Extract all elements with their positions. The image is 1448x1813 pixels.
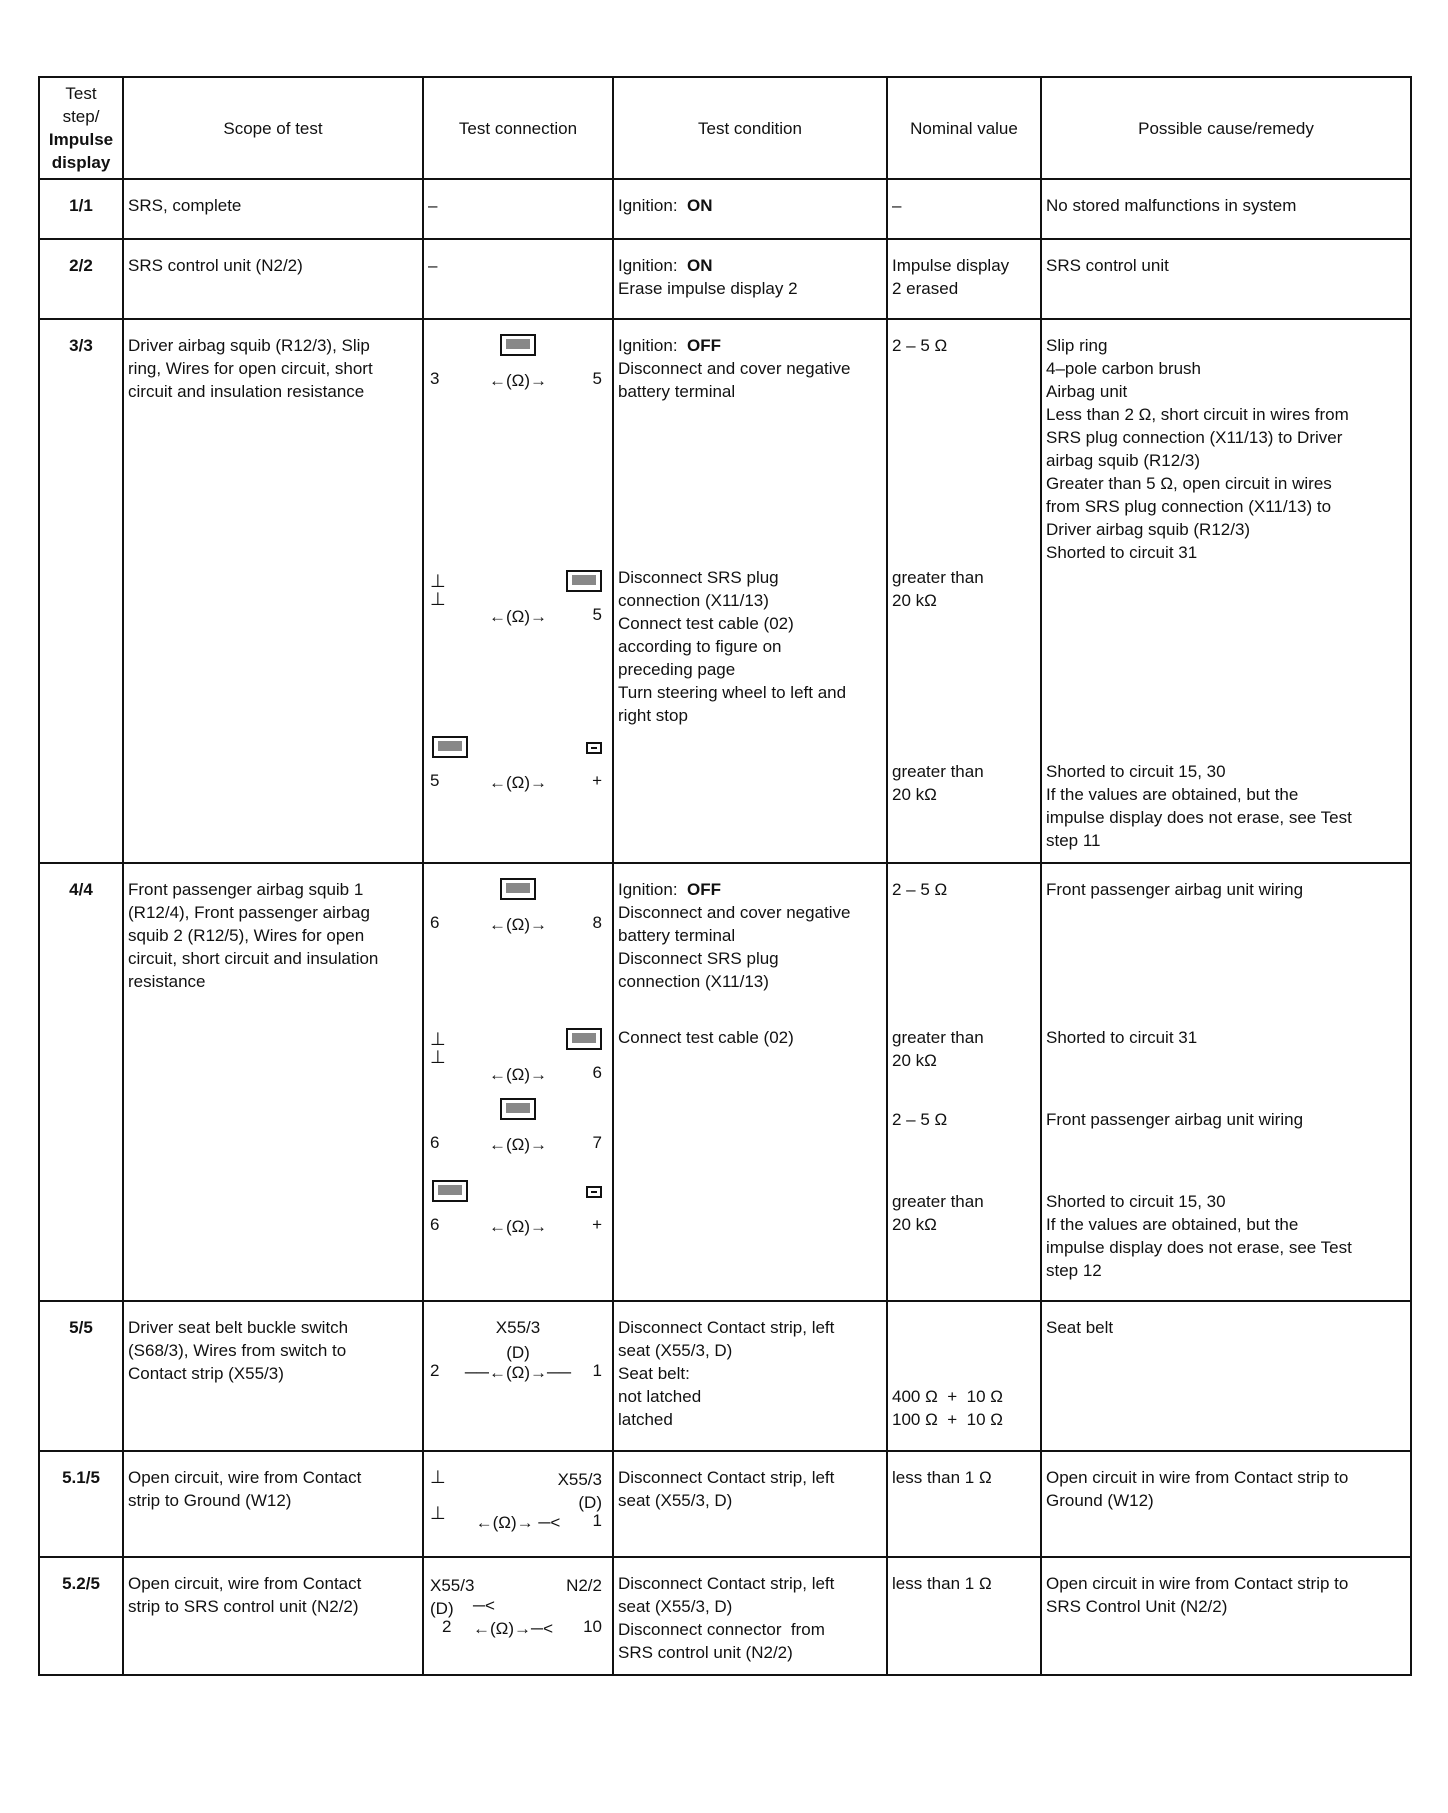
- step-cell: 2/2: [39, 239, 123, 319]
- header-step-line: Impulse: [48, 130, 114, 149]
- remedy-cell: Seat belt: [1041, 1301, 1411, 1451]
- table-row: [39, 319, 1411, 863]
- ohmmeter-icon: ←(Ω)→: [488, 1065, 548, 1084]
- scope-line: circuit and insulation resistance: [128, 382, 365, 401]
- condition-cell: [613, 1451, 887, 1557]
- nominal-line: 20 kΩ: [892, 1215, 937, 1234]
- step-cell: 5.1/5: [39, 1451, 123, 1557]
- condition-block: [618, 334, 882, 566]
- nominal-line: 100 Ω + 10 Ω: [892, 1410, 1003, 1429]
- condition-label: Ignition:: [618, 256, 678, 275]
- header-scope: Scope of test: [123, 77, 423, 179]
- pin-right: 10: [583, 1617, 602, 1636]
- control-unit-icon: [566, 1028, 602, 1056]
- connection-diagram: [428, 878, 608, 1028]
- connection-cell: [423, 1451, 613, 1557]
- ohmmeter-icon: (D) ──←(Ω)→──: [464, 1343, 572, 1382]
- connection-cell: –: [423, 179, 613, 239]
- table-row: [39, 1301, 1411, 1451]
- remedy-line: Airbag unit: [1046, 382, 1128, 401]
- header-step-line: Test: [65, 84, 97, 103]
- connector-label: [558, 1468, 602, 1514]
- remedy-cell: [1041, 863, 1411, 1301]
- nominal-line: greater than: [892, 762, 984, 781]
- scope-cell: [123, 1451, 423, 1557]
- nominal-line: 2 erased: [892, 279, 959, 298]
- nominal-block: [892, 566, 1036, 760]
- srs-test-table: [38, 76, 1412, 1676]
- remedy-line: impulse display does not erase, see Test: [1046, 1238, 1352, 1257]
- ohmmeter-icon: ←(Ω)→: [488, 773, 548, 792]
- condition-label: Ignition:: [618, 336, 678, 355]
- scope-cell: SRS control unit (N2/2): [123, 239, 423, 319]
- condition-line: Disconnect SRS plug: [618, 949, 779, 968]
- connection-cell: [423, 1301, 613, 1451]
- condition-line: according to figure on: [618, 637, 782, 656]
- ohmmeter-icon: ←(Ω)→ ─<: [475, 1513, 561, 1532]
- pin-left: 6: [430, 913, 440, 932]
- header-step-line: display: [51, 153, 111, 172]
- pin-right: 8: [592, 913, 602, 932]
- remedy-block: [1046, 1190, 1406, 1296]
- condition-line: Disconnect connector from: [618, 1620, 825, 1639]
- condition-line: Connect test cable (02): [618, 614, 794, 633]
- battery-icon: [586, 1182, 602, 1205]
- condition-cell: [613, 239, 887, 319]
- connection-diagram: [428, 1098, 608, 1180]
- nominal-line: 20 kΩ: [892, 785, 937, 804]
- connection-cell: [423, 1557, 613, 1675]
- pin-right: 6: [592, 1063, 602, 1082]
- condition-line: battery terminal: [618, 926, 736, 945]
- pin-right: 1: [592, 1511, 602, 1530]
- nominal-block: [892, 878, 1036, 1026]
- nominal-line: greater than: [892, 1192, 984, 1211]
- nominal-cell: [887, 239, 1041, 319]
- connector-label-line: X55/3: [495, 1318, 541, 1337]
- connector-label-line: (D): [578, 1493, 602, 1512]
- step-cell: 3/3: [39, 319, 123, 863]
- ground-icon: ⊥ ⊥: [430, 1029, 446, 1067]
- condition-block: [618, 1026, 882, 1049]
- condition-value: OFF: [687, 880, 721, 899]
- condition-line: Disconnect and cover negative: [618, 903, 851, 922]
- remedy-block: [1046, 1026, 1406, 1108]
- scope-cell: [123, 1557, 423, 1675]
- remedy-line: SRS Control Unit (N2/2): [1046, 1597, 1228, 1616]
- table-row: [39, 179, 1411, 239]
- scope-line: Driver airbag squib (R12/3), Slip: [128, 336, 370, 355]
- condition-cell: [613, 863, 887, 1301]
- remedy-cell: [1041, 1451, 1411, 1557]
- nominal-line: 2 – 5 Ω: [892, 336, 948, 355]
- condition-line: preceding page: [618, 660, 736, 679]
- battery-icon: [586, 738, 602, 761]
- control-unit-icon: [566, 570, 602, 598]
- header-step: [39, 77, 123, 179]
- remedy-line: Shorted to circuit 15, 30: [1046, 762, 1226, 781]
- ohmmeter-icon: ←(Ω)→: [488, 1217, 548, 1236]
- ohmmeter-icon: ─< ←(Ω)→─<: [473, 1596, 554, 1638]
- nominal-block: [892, 334, 1036, 566]
- scope-line: resistance: [128, 972, 206, 991]
- nominal-line: 2 – 5 Ω: [892, 880, 948, 899]
- condition-line: battery terminal: [618, 382, 736, 401]
- step-cell: 5.2/5: [39, 1557, 123, 1675]
- nominal-line: 20 kΩ: [892, 1051, 937, 1070]
- remedy-line: step 12: [1046, 1261, 1102, 1280]
- condition-line: connection (X11/13): [618, 591, 769, 610]
- condition-line: Erase impulse display 2: [618, 279, 798, 298]
- condition-line: Seat belt:: [618, 1364, 690, 1383]
- condition-line: seat (X55/3, D): [618, 1491, 733, 1510]
- step-cell: 5/5: [39, 1301, 123, 1451]
- condition-line: Disconnect Contact strip, left: [618, 1318, 835, 1337]
- scope-line: (R12/4), Front passenger airbag: [128, 903, 370, 922]
- remedy-line: Open circuit in wire from Contact strip to: [1046, 1468, 1349, 1487]
- condition-line: Disconnect SRS plug: [618, 568, 779, 587]
- nominal-block: [892, 760, 1036, 806]
- remedy-line: Open circuit in wire from Contact strip to: [1046, 1574, 1349, 1593]
- connector-label: [428, 1316, 608, 1339]
- remedy-line: Front passenger airbag unit wiring: [1046, 880, 1304, 899]
- condition-block: [618, 566, 882, 732]
- scope-line: strip to Ground (W12): [128, 1491, 292, 1510]
- connector-label-line: (D): [430, 1599, 454, 1618]
- condition-line: seat (X55/3, D): [618, 1341, 733, 1360]
- remedy-block: [1046, 760, 1406, 858]
- ground-icon: ⊥ ⊥: [430, 571, 446, 609]
- condition-label: Ignition:: [618, 196, 678, 215]
- remedy-line: Shorted to circuit 15, 30: [1046, 1192, 1226, 1211]
- connection-diagram: [428, 1180, 608, 1290]
- header-condition: Test condition: [613, 77, 887, 179]
- control-unit-icon: [500, 334, 536, 364]
- pin-left: 5: [430, 771, 440, 790]
- connector-label: N2/2: [566, 1576, 602, 1595]
- condition-line: latched: [618, 1410, 673, 1429]
- nominal-spacer: [892, 1316, 1036, 1385]
- remedy-cell: [1041, 1557, 1411, 1675]
- control-unit-icon: [432, 1180, 468, 1208]
- connection-cell: –: [423, 239, 613, 319]
- scope-line: strip to SRS control unit (N2/2): [128, 1597, 359, 1616]
- nominal-cell: less than 1 Ω: [887, 1557, 1041, 1675]
- table-row: [39, 863, 1411, 1301]
- nominal-line: 20 kΩ: [892, 591, 937, 610]
- remedy-line: Greater than 5 Ω, open circuit in wires: [1046, 474, 1332, 493]
- pin-left: 6: [430, 1215, 440, 1234]
- nominal-cell: –: [887, 179, 1041, 239]
- remedy-line: Slip ring: [1046, 336, 1108, 355]
- connection-cell: [423, 863, 613, 1301]
- pin-right: +: [592, 771, 602, 790]
- pin-right: 7: [592, 1133, 602, 1152]
- pin-left: 6: [430, 1133, 440, 1152]
- scope-cell: [123, 1301, 423, 1451]
- remedy-line: impulse display does not erase, see Test: [1046, 808, 1352, 827]
- connection-diagram: [428, 570, 608, 736]
- control-unit-icon: [500, 878, 536, 908]
- remedy-line: from SRS plug connection (X11/13) to: [1046, 497, 1332, 516]
- scope-line: Front passenger airbag squib 1: [128, 880, 364, 899]
- condition-line: Turn steering wheel to left and: [618, 683, 847, 702]
- pin-left: 2: [442, 1617, 452, 1636]
- nominal-block: [892, 1190, 1036, 1236]
- remedy-block: [1046, 878, 1406, 1026]
- ohmmeter-icon: ←(Ω)→: [488, 371, 548, 390]
- header-remedy: Possible cause/remedy: [1041, 77, 1411, 179]
- connection-diagram: [428, 334, 608, 570]
- remedy-line: Shorted to circuit 31: [1046, 543, 1198, 562]
- remedy-block: [1046, 1108, 1406, 1190]
- condition-cell: [613, 1301, 887, 1451]
- table-row: [39, 1557, 1411, 1675]
- condition-line: SRS control unit (N2/2): [618, 1643, 793, 1662]
- condition-line: seat (X55/3, D): [618, 1597, 733, 1616]
- step-cell: 1/1: [39, 179, 123, 239]
- connection-diagram: [428, 1572, 608, 1642]
- header-row: [39, 77, 1411, 179]
- remedy-line: 4–pole carbon brush: [1046, 359, 1202, 378]
- nominal-cell: [887, 863, 1041, 1301]
- pin-right: 5: [592, 369, 602, 388]
- condition-line: connection (X11/13): [618, 972, 769, 991]
- scope-line: (S68/3), Wires from switch to: [128, 1341, 347, 1360]
- connection-diagram: [428, 736, 608, 836]
- nominal-cell: [887, 1301, 1041, 1451]
- control-unit-icon: [432, 736, 468, 764]
- connector-label-line: (D): [506, 1343, 530, 1362]
- step-cell: 4/4: [39, 863, 123, 1301]
- nominal-line: greater than: [892, 1028, 984, 1047]
- control-unit-icon: [500, 1098, 536, 1128]
- nominal-block: [892, 1108, 1036, 1190]
- ohmmeter-icon: ←(Ω)→: [488, 915, 548, 934]
- remedy-line: Ground (W12): [1046, 1491, 1154, 1510]
- condition-line: Disconnect Contact strip, left: [618, 1574, 835, 1593]
- condition-cell: [613, 1557, 887, 1675]
- ohmmeter-icon: ←(Ω)→: [488, 607, 548, 626]
- remedy-cell: SRS control unit: [1041, 239, 1411, 319]
- condition-line: not latched: [618, 1387, 702, 1406]
- nominal-cell: [887, 319, 1041, 863]
- remedy-cell: No stored malfunctions in system: [1041, 179, 1411, 239]
- condition-cell: [613, 319, 887, 863]
- nominal-line: 400 Ω + 10 Ω: [892, 1387, 1003, 1406]
- scope-line: circuit, short circuit and insulation: [128, 949, 379, 968]
- connection-cell: [423, 319, 613, 863]
- connection-diagram: [428, 1466, 608, 1536]
- remedy-line: Shorted to circuit 31: [1046, 1028, 1198, 1047]
- table-row: [39, 1451, 1411, 1557]
- condition-cell: [613, 179, 887, 239]
- nominal-line: 2 – 5 Ω: [892, 1110, 948, 1129]
- pin-right: 5: [592, 605, 602, 624]
- condition-value: ON: [687, 256, 713, 275]
- remedy-cell: [1041, 319, 1411, 863]
- scope-line: Open circuit, wire from Contact: [128, 1468, 362, 1487]
- pin-right: 1: [592, 1361, 602, 1380]
- remedy-line: step 11: [1046, 831, 1101, 850]
- condition-line: right stop: [618, 706, 688, 725]
- scope-line: Driver seat belt buckle switch: [128, 1318, 349, 1337]
- scope-line: ring, Wires for open circuit, short: [128, 359, 373, 378]
- remedy-block: [1046, 334, 1406, 760]
- pin-left: 2: [430, 1361, 440, 1380]
- remedy-line: Driver airbag squib (R12/3): [1046, 520, 1251, 539]
- nominal-cell: less than 1 Ω: [887, 1451, 1041, 1557]
- scope-cell: SRS, complete: [123, 179, 423, 239]
- remedy-line: If the values are obtained, but the: [1046, 785, 1299, 804]
- scope-cell: [123, 863, 423, 1301]
- scope-line: Open circuit, wire from Contact: [128, 1574, 362, 1593]
- ground-icon: ⊥ ⊥: [430, 1467, 446, 1523]
- connector-label-line: X55/3: [430, 1576, 475, 1595]
- connector-label-line: X55/3: [557, 1470, 602, 1489]
- remedy-line: SRS plug connection (X11/13) to Driver: [1046, 428, 1343, 447]
- remedy-line: Front passenger airbag unit wiring: [1046, 1110, 1304, 1129]
- nominal-line: greater than: [892, 568, 984, 587]
- scope-line: squib 2 (R12/5), Wires for open: [128, 926, 365, 945]
- scope-line: Contact strip (X55/3): [128, 1364, 284, 1383]
- condition-line: Disconnect Contact strip, left: [618, 1468, 835, 1487]
- connection-diagram: [428, 1028, 608, 1098]
- condition-value: OFF: [687, 336, 721, 355]
- scope-cell: [123, 319, 423, 863]
- test-table-sheet: [38, 76, 1410, 1676]
- connection-diagram: [428, 1316, 608, 1386]
- ohmmeter-icon: ←(Ω)→: [488, 1135, 548, 1154]
- connector-label: [430, 1574, 474, 1620]
- remedy-line: airbag squib (R12/3): [1046, 451, 1201, 470]
- nominal-block: [892, 1026, 1036, 1108]
- condition-label: Ignition:: [618, 880, 678, 899]
- condition-line: Connect test cable (02): [618, 1028, 794, 1047]
- condition-block: [618, 878, 882, 1026]
- condition-value: ON: [687, 196, 713, 215]
- header-step-line: step/: [62, 107, 100, 126]
- remedy-line: Less than 2 Ω, short circuit in wires from: [1046, 405, 1349, 424]
- table-row: [39, 239, 1411, 319]
- pin-right: +: [592, 1215, 602, 1234]
- header-connection: Test connection: [423, 77, 613, 179]
- nominal-line: Impulse display: [892, 256, 1010, 275]
- header-nominal: Nominal value: [887, 77, 1041, 179]
- condition-line: Disconnect and cover negative: [618, 359, 851, 378]
- pin-left: 3: [430, 369, 440, 388]
- remedy-line: If the values are obtained, but the: [1046, 1215, 1299, 1234]
